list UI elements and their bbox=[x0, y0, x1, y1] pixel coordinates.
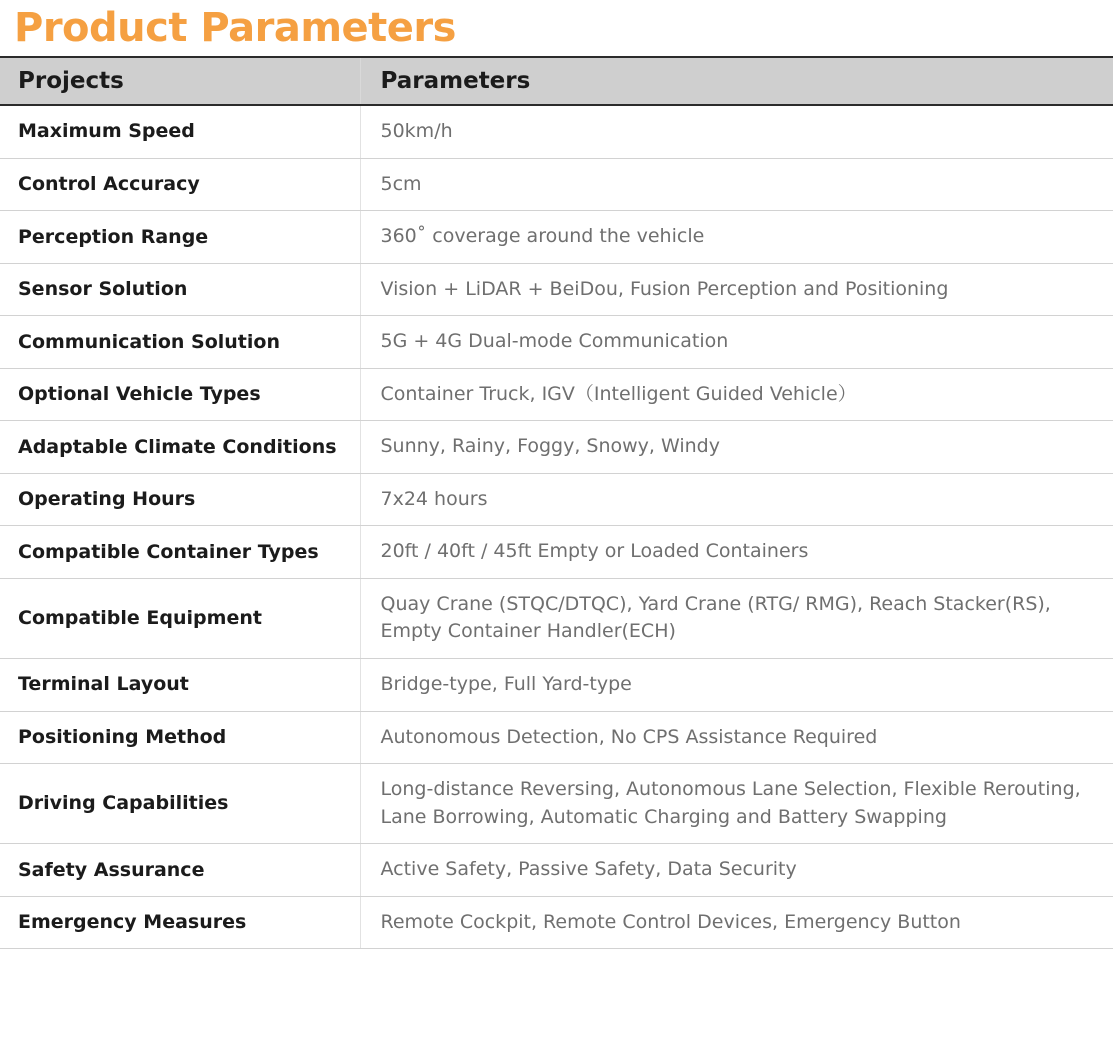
row-project-label: Compatible Equipment bbox=[0, 578, 360, 658]
table-row bbox=[0, 578, 1113, 658]
row-project-label: Compatible Container Types bbox=[0, 526, 360, 579]
row-parameter-value: Container Truck, IGV（Intelligent Guided Vehicle） bbox=[360, 368, 1113, 421]
page-title: Product Parameters bbox=[14, 5, 456, 51]
row-parameter-value: Sunny, Rainy, Foggy, Snowy, Windy bbox=[360, 421, 1113, 474]
row-project-label: Communication Solution bbox=[0, 316, 360, 369]
table-row bbox=[0, 158, 1113, 211]
row-project-label: Safety Assurance bbox=[0, 844, 360, 897]
table-row bbox=[0, 421, 1113, 474]
row-project-label: Terminal Layout bbox=[0, 659, 360, 712]
column-header-parameters: Parameters bbox=[360, 57, 1113, 105]
table-header-row bbox=[0, 57, 1113, 105]
row-parameter-value: Quay Crane (STQC/DTQC), Yard Crane (RTG/ RMG), Reach Stacker(RS), Empty Container Handler(ECH) bbox=[360, 578, 1113, 658]
row-parameter-value: 50km/h bbox=[360, 105, 1113, 158]
table-row bbox=[0, 526, 1113, 579]
table-row bbox=[0, 368, 1113, 421]
row-parameter-value: Long-distance Reversing, Autonomous Lane Selection, Flexible Rerouting, Lane Borrowing, Automatic Charging and Battery Swapping bbox=[360, 764, 1113, 844]
row-parameter-value: Bridge-type, Full Yard-type bbox=[360, 659, 1113, 712]
row-parameter-value: 5G + 4G Dual-mode Communication bbox=[360, 316, 1113, 369]
row-parameter-value: 360˚ coverage around the vehicle bbox=[360, 211, 1113, 264]
table-row bbox=[0, 316, 1113, 369]
table-row bbox=[0, 896, 1113, 949]
row-parameter-value: Autonomous Detection, No CPS Assistance Required bbox=[360, 711, 1113, 764]
table-row bbox=[0, 105, 1113, 158]
row-project-label: Maximum Speed bbox=[0, 105, 360, 158]
row-project-label: Control Accuracy bbox=[0, 158, 360, 211]
row-project-label: Driving Capabilities bbox=[0, 764, 360, 844]
row-parameter-value: Active Safety, Passive Safety, Data Security bbox=[360, 844, 1113, 897]
row-parameter-value: Remote Cockpit, Remote Control Devices, Emergency Button bbox=[360, 896, 1113, 949]
row-project-label: Sensor Solution bbox=[0, 263, 360, 316]
row-parameter-value: Vision + LiDAR + BeiDou, Fusion Perception and Positioning bbox=[360, 263, 1113, 316]
column-header-projects: Projects bbox=[0, 57, 360, 105]
table-row bbox=[0, 211, 1113, 264]
row-project-label: Adaptable Climate Conditions bbox=[0, 421, 360, 474]
product-parameters-table bbox=[0, 56, 1113, 949]
table-row bbox=[0, 764, 1113, 844]
table-row bbox=[0, 263, 1113, 316]
row-parameter-value: 7x24 hours bbox=[360, 473, 1113, 526]
row-project-label: Optional Vehicle Types bbox=[0, 368, 360, 421]
row-parameter-value: 5cm bbox=[360, 158, 1113, 211]
table-row bbox=[0, 473, 1113, 526]
table-row bbox=[0, 844, 1113, 897]
row-parameter-value: 20ft / 40ft / 45ft Empty or Loaded Containers bbox=[360, 526, 1113, 579]
row-project-label: Perception Range bbox=[0, 211, 360, 264]
table-row bbox=[0, 659, 1113, 712]
table-row bbox=[0, 711, 1113, 764]
row-project-label: Positioning Method bbox=[0, 711, 360, 764]
row-project-label: Operating Hours bbox=[0, 473, 360, 526]
row-project-label: Emergency Measures bbox=[0, 896, 360, 949]
table-header bbox=[0, 57, 1113, 105]
table-body bbox=[0, 105, 1113, 949]
